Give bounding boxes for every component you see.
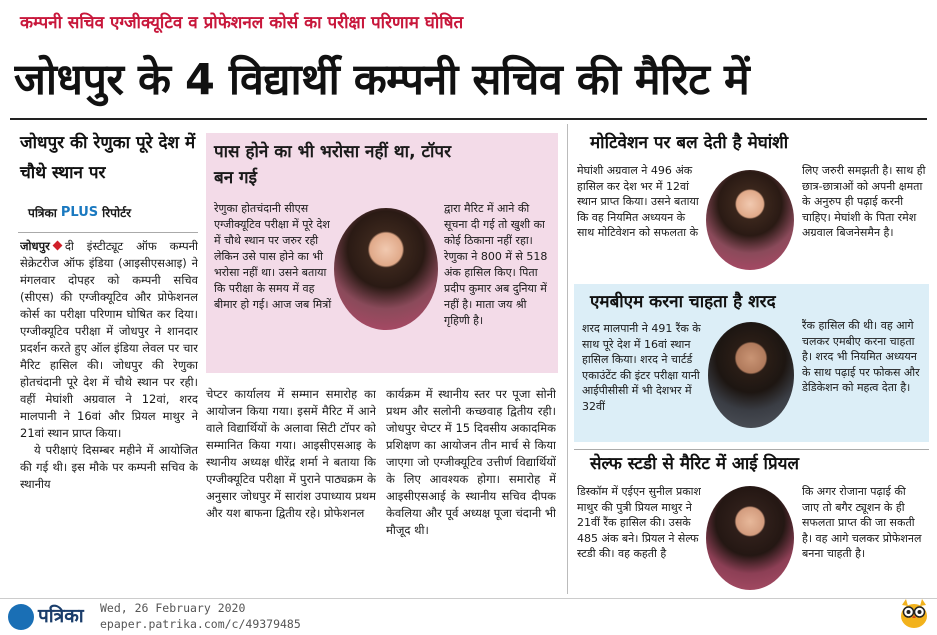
priyal-text-left: डिस्कॉम में एईएन सुनील प्रकाश माथुर की पुत्री प्रियल माथुर ने 21वीं रैंक हासिल की। उसके 485 अंक बने। प्रियल ने सेल्फ स्टडी की। वह कहती है — [577, 485, 701, 560]
sharad-headline: एमबीएम करना चाहता है शरद — [590, 292, 776, 312]
column-divider — [567, 124, 568, 594]
renuka-sidebar-headline: पास होने का भी भरोसा नहीं था, टॉपर बन गई — [214, 142, 452, 188]
continued-body-col2: चेप्टर कार्यालय में सम्मान समारोह का आयोजन किया गया। इसमें मैरिट में आने वाले विद्यार्थियों के अलावा सिटी टॉपर को सम्मानित किया गया। आइसीएसआइ के स्थानीय अध्यक्ष धीरेंद्र शर्मा ने बताया कि एग्जीक्यूटिव परीक्षा में पुराने पाठ्यक्रम के अनुसार जोधपुर में सारांश उपाध्याय प्रथम और यश बाफना द्वितीय रहे। प्रोफेशनल — [206, 387, 376, 520]
sharad-photo — [708, 322, 794, 428]
dateline: जोधपुर — [20, 239, 50, 253]
section-rule — [574, 449, 929, 450]
meghanshi-text-right: लिए जरुरी समझती है। साथ ही छात्र-छात्राओं को अपनी क्षमता के अनुरुप ही पढ़ाई करनी चाहिए। मेघांशी के पिता रमेश अग्रवाल बिजनेसमैन है। — [802, 164, 926, 239]
sharad-text-right: रैंक हासिल की थी। वह आगे चलकर एमबीए करना चाहता है। शरद भी नियमित अध्ययन के साथ पढ़ाई पर फोकस और डेडिकेशन को महत्व देता है। — [802, 319, 920, 394]
byline-rule — [18, 232, 198, 233]
byline-role: रिपोर्टर — [102, 206, 132, 220]
byline-brand: पत्रिका — [28, 206, 57, 220]
renuka-sidebar-text-left: रेणुका होतचंदानी सीएस एग्जीक्यूटिव परीक्षा में पूरे देश में चौथे स्थान पर जरुर रही लेकिन उसे पास होने का भी भरोसा नहीं था। उसने बताया कि परीक्षा के समय में वह बीमार हो गई। आज जब मित्रों — [214, 202, 332, 311]
main-headline: जोधपुर के 4 विद्यार्थी कम्पनी सचिव की मैरिट में — [14, 55, 750, 105]
lead-story-body — [20, 238, 198, 588]
owl-mascot-icon — [897, 596, 931, 630]
headline-rule — [10, 118, 927, 120]
dateline-diamond-icon — [52, 241, 62, 251]
byline-plus: PLUS — [60, 205, 99, 220]
priyal-text-right: कि अगर रोजाना पढ़ाई की जाए तो बगैर ट्यूशन के ही सफलता प्राप्त की जा सकती है। वह आगे चलकर प्रोफेशनल बनना चाहती है। — [802, 485, 922, 560]
priyal-photo — [706, 486, 794, 590]
renuka-sidebar-text-right: द्वारा मैरिट में आने की सूचना दी गई तो खुशी का कोई ठिकाना नहीं रहा। रेणुका ने 800 में से 518 अंक हासिल किए। पिता प्रदीप कुमार अब दुनिया में नहीं है। माता जय श्री गृहिणी है। — [444, 202, 548, 327]
meghanshi-photo — [706, 170, 794, 270]
lead-story-headline: जोधपुर की रेणुका पूरे देश में चौथे स्थान पर — [20, 133, 196, 183]
patrika-logo-text: पत्रिका — [38, 605, 84, 627]
sharad-text-left: शरद मालपानी ने 491 रैंक के साथ पूरे देश में 16वां स्थान हासिल किया। शरद ने चार्टर्ड एकाउंटेंट की इंटर परीक्षा यानी आईपीसीसी में भी देशभर में 32वीं — [582, 322, 701, 413]
continued-body-col3: कार्यक्रम में स्थानीय स्तर पर पूजा सोनी प्रथम और सलोनी कच्छवाह द्वितीय रही। जोधपुर चेप्टर में 15 दिवसीय अकादमिक प्रशिक्षण का आयोजन तीन मार्च से किया जाएगा जो एग्जीक्यूटिव उत्तीर्ण विद्यार्थियों के लिए आवश्यक होगा। समारोह में आइसीएसआई के स्थानीय सचिव दीपक केवलिया और पूर्व अध्यक्ष पूजा चंदानी भी मौजूद थी। — [386, 387, 556, 537]
kicker-headline: कम्पनी सचिव एग्जीक्यूटिव व प्रोफेशनल कोर्स का परीक्षा परिणाम घोषित — [20, 13, 464, 33]
patrika-logo-icon — [8, 604, 34, 630]
footer-meta — [100, 600, 301, 632]
meghanshi-headline: मोटिवेशन पर बल देती है मेघांशी — [590, 133, 789, 153]
lead-story-paragraph-2: ये परीक्षाएं दिसम्बर महीने में आयोजित की गई थी। इस मौके पर कम्पनी सचिव के स्थानीय — [20, 443, 198, 491]
priyal-headline: सेल्फ स्टडी से मैरिट में आई प्रियल — [590, 454, 800, 474]
renuka-photo — [334, 208, 438, 330]
meghanshi-text-left: मेघांशी अग्रवाल ने 496 अंक हासिल कर देश भर में 12वां स्थान प्राप्त किया। उसने बताया कि वह नियमित अध्ययन के साथ मोटिवेशन को सफलता के — [577, 164, 699, 239]
lead-story-paragraph-1: दी इंस्टीट्यूट ऑफ कम्पनी सेक्रेटरीज ऑफ इंडिया (आइसीएसआइ) ने मंगलवार दोपहर को कम्पनी सचिव (सीएस) की एग्जीक्यूटिव और प्रोफेशनल कोर्स का परीक्षा परिणाम घोषित कर दिया। एग्जीक्यूटिव परीक्षा में जोधपुर ने शानदार प्रदर्शन करते हुए ऑल इंडिया लेवल पर चार मैरिट हासिल की। जोधपुर की रेणुका होतचंदानी पूरे देश में चौथे स्थान पर रही। वहीं मेघांशी अग्रवाल ने 12वां, शरद मालपानी ने 16वां और प्रियल माथुर ने 21वां स्थान प्राप्त किया। — [20, 239, 198, 440]
byline — [28, 204, 131, 221]
epaper-link[interactable]: epaper.patrika.com/c/49379485 — [100, 617, 301, 631]
edition-date: Wed, 26 February 2020 — [100, 601, 246, 615]
